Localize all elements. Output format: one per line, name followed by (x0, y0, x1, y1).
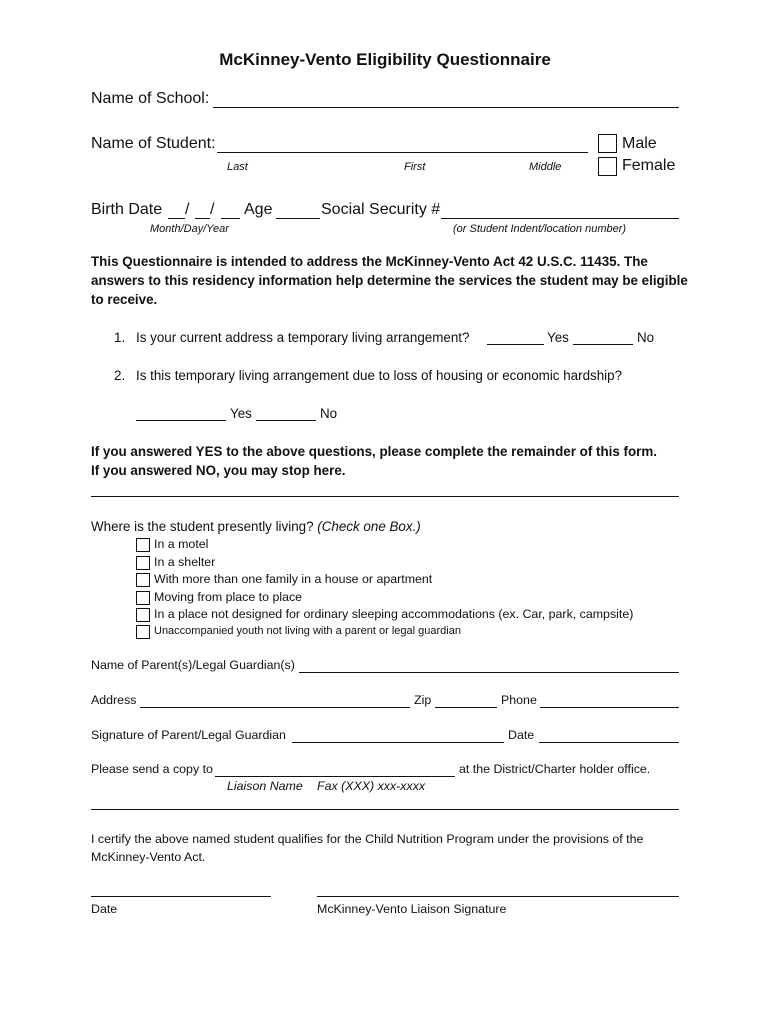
notice-text: If you answered YES to the above questions, please complete the remainder of this form. (91, 444, 658, 459)
guardian-name-field[interactable] (299, 672, 679, 673)
zip-label: Zip (414, 693, 432, 707)
ssn-hint: (or Student Indent/location number) (453, 223, 627, 235)
school-name-field[interactable] (213, 107, 679, 108)
copy-suffix: at the District/Charter holder office. (459, 762, 651, 776)
intro-text: to receive. (91, 292, 158, 307)
date-format-hint: Month/Day/Year (150, 223, 229, 235)
student-name-field[interactable] (217, 152, 588, 153)
male-label: Male (622, 135, 657, 152)
living-checkbox[interactable] (136, 625, 150, 639)
female-checkbox[interactable] (598, 157, 617, 176)
question-1-text: Is your current address a temporary living arrangement? (136, 330, 470, 345)
birth-date-label: Birth Date (91, 201, 163, 218)
birth-month-field[interactable] (168, 218, 185, 219)
guardian-signature-field[interactable] (292, 742, 504, 743)
section-divider (91, 809, 679, 810)
date-separator: / (210, 201, 215, 218)
q1-yes-label: Yes (547, 330, 569, 345)
living-option: In a place not designed for ordinary sleeping accommodations (ex. Car, park, campsite) (154, 607, 634, 621)
q2-yes-label: Yes (230, 406, 252, 421)
liaison-name-hint: Liaison Name (227, 779, 303, 793)
question-1-number: 1. (114, 330, 126, 345)
first-name-hint: First (404, 161, 426, 173)
question-2-text: Is this temporary living arrangement due to loss of housing or economic hardship? (136, 368, 623, 383)
copy-label: Please send a copy to (91, 762, 213, 776)
notice-text: If you answered NO, you may stop here. (91, 463, 346, 478)
certify-text: I certify the above named student qualifies for the Child Nutrition Program under the provisions of the (91, 832, 644, 846)
living-option: In a motel (154, 537, 209, 551)
ssn-field[interactable] (441, 218, 679, 219)
living-question-text: Where is the student presently living? (91, 519, 314, 534)
age-label: Age (244, 201, 273, 218)
living-option: In a shelter (154, 555, 216, 569)
q2-no-label: No (320, 406, 338, 421)
living-checkbox[interactable] (136, 591, 150, 605)
liaison-field[interactable] (215, 776, 455, 777)
certify-text: McKinney-Vento Act. (91, 850, 206, 864)
liaison-signature-label: McKinney-Vento Liaison Signature (317, 902, 507, 916)
living-checkbox[interactable] (136, 573, 150, 587)
q1-yes-field[interactable] (487, 344, 544, 345)
liaison-signature-field[interactable] (317, 896, 679, 897)
footer-date-label: Date (91, 902, 118, 916)
q2-no-field[interactable] (256, 420, 316, 421)
school-label: Name of School: (91, 90, 210, 107)
date-separator: / (185, 201, 190, 218)
q1-no-field[interactable] (573, 344, 633, 345)
living-question (91, 519, 421, 534)
living-checkbox[interactable] (136, 556, 150, 570)
intro-text: answers to this residency information help determine the services the student may be eligible (91, 273, 688, 288)
ssn-label: Social Security # (321, 201, 441, 218)
student-name-label: Name of Student: (91, 135, 216, 152)
address-field[interactable] (140, 707, 410, 708)
question-2-number: 2. (114, 368, 126, 383)
birth-day-field[interactable] (195, 218, 210, 219)
age-field[interactable] (276, 218, 320, 219)
living-option: Unaccompanied youth not living with a parent or legal guardian (154, 625, 461, 637)
phone-field[interactable] (540, 707, 679, 708)
q1-no-label: No (637, 330, 655, 345)
footer-date-field[interactable] (91, 896, 271, 897)
male-checkbox[interactable] (598, 134, 617, 153)
signature-date-field[interactable] (539, 742, 679, 743)
last-name-hint: Last (227, 161, 248, 173)
living-question-hint: (Check one Box.) (317, 519, 421, 534)
section-divider (91, 496, 679, 497)
fax-hint: Fax (XXX) xxx-xxxx (317, 779, 426, 793)
living-checkbox[interactable] (136, 538, 150, 552)
address-label: Address (91, 693, 137, 707)
living-checkbox[interactable] (136, 608, 150, 622)
page-title: McKinney-Vento Eligibility Questionnaire (219, 50, 551, 69)
phone-label: Phone (501, 693, 537, 707)
zip-field[interactable] (435, 707, 497, 708)
birth-year-field[interactable] (221, 218, 240, 219)
signature-date-label: Date (508, 728, 535, 742)
living-option: With more than one family in a house or apartment (154, 572, 433, 586)
guardian-signature-label: Signature of Parent/Legal Guardian (91, 728, 286, 742)
middle-name-hint: Middle (529, 161, 562, 173)
living-option: Moving from place to place (154, 590, 303, 604)
female-label: Female (622, 157, 676, 174)
intro-text: This Questionnaire is intended to address the McKinney-Vento Act 42 U.S.C. 11435. The (91, 254, 648, 269)
q2-yes-field[interactable] (136, 420, 226, 421)
guardian-name-label: Name of Parent(s)/Legal Guardian(s) (91, 658, 295, 672)
